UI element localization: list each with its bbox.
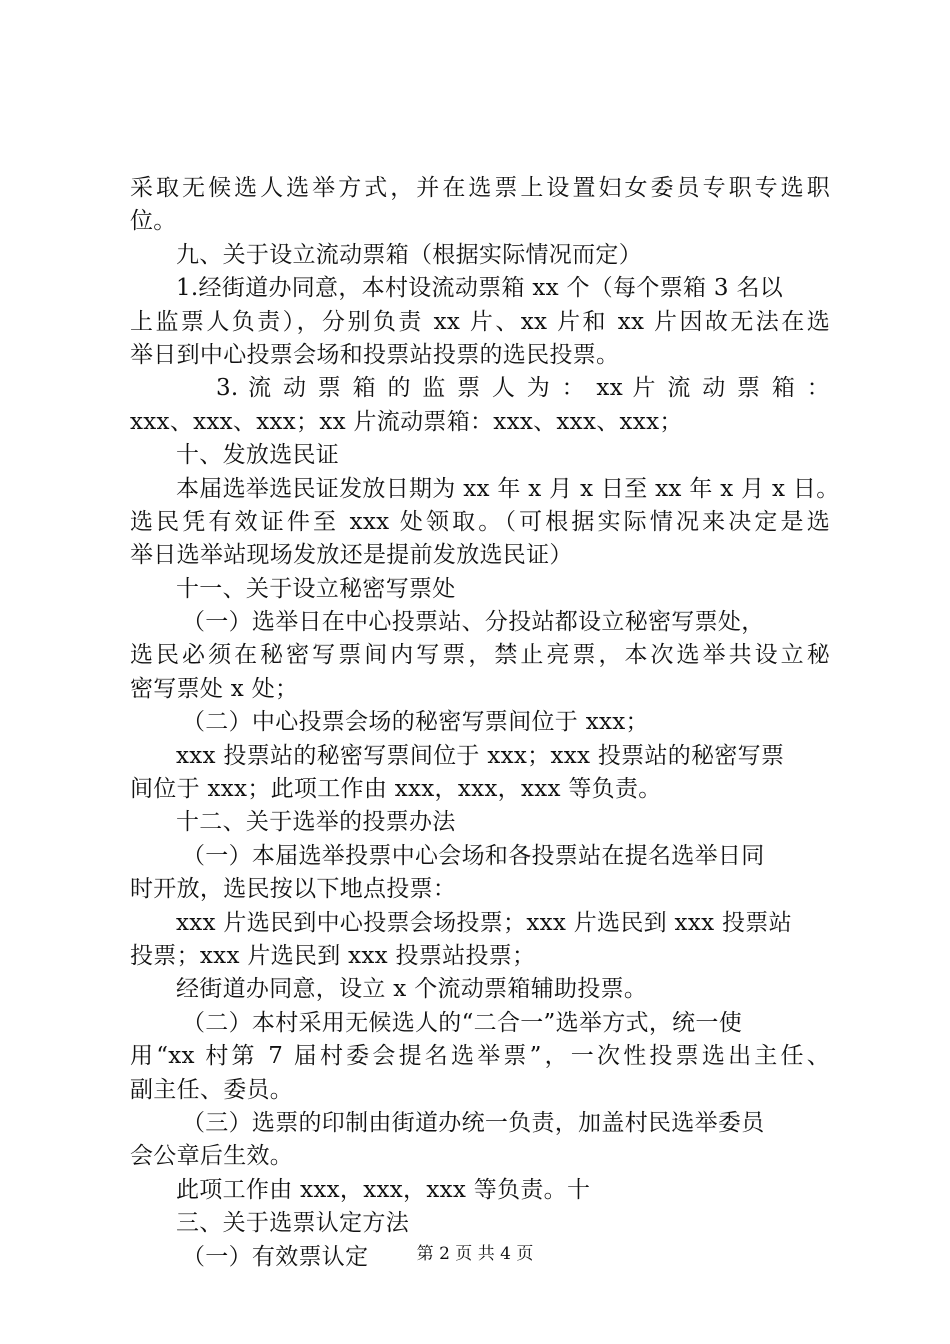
text-line: 举日选举站现场发放还是提前发放选民证） [130, 542, 573, 569]
text-line: （一）本届选举投票中心会场和各投票站在提名选举日同 [182, 842, 765, 869]
text-line: 投票；xxx 片选民到 xxx 投票站投票； [130, 942, 536, 969]
page-footer: 第 2 页 共 4 页 [416, 1244, 534, 1264]
text-line: 九、关于设立流动票箱（根据实际情况而定） [176, 241, 642, 268]
text-line: 采取无候选人选举方式，并在选票上设置妇女委员专职专选职 [130, 175, 830, 201]
text-line: 经街道办同意，设立 x 个流动票箱辅助投票。 [176, 976, 648, 1003]
text-line: （二）中心投票会场的秘密写票间位于 xxx； [182, 709, 649, 736]
text-line: 时开放，选民按以下地点投票： [130, 876, 457, 903]
text-line: 用“xx 村第 7 届村委会提名选举票”，一次性投票选出主任、 [130, 1043, 830, 1070]
text-line: 十、发放选民证 [176, 442, 340, 469]
text-line: 1.经街道办同意，本村设流动票箱 xx 个（每个票箱 3 名以 [176, 275, 784, 302]
text-line: （一）有效票认定 [182, 1243, 369, 1270]
text-line: （二）本村采用无候选人的“二合一”选举方式，统一使 [182, 1009, 743, 1036]
text-line: 位。 [130, 208, 177, 235]
text-line: xxx 片选民到中心投票会场投票；xxx 片选民到 xxx 投票站 [176, 909, 792, 936]
text-line: （三）选票的印制由街道办统一负责，加盖村民选举委员 [182, 1109, 765, 1136]
text-line: （一）选举日在中心投票站、分投站都设立秘密写票处， [182, 609, 765, 636]
text-line: 选民必须在秘密写票间内写票，禁止亮票，本次选举共设立秘 [130, 642, 830, 669]
text-line: 密写票处 x 处； [130, 675, 299, 702]
text-line: 本届选举选民证发放日期为 xx 年 x 月 x 日至 xx 年 x 月 x 日。 [176, 475, 840, 502]
text-line: 选民凭有效证件至 xxx 处领取。（可根据实际情况来决定是选 [130, 508, 830, 535]
text-line: 上监票人负责），分别负责 xx 片、xx 片和 xx 片因故无法在选 [130, 308, 830, 335]
text-line: 3. 流 动 票 箱 的 监 票 人 为 ： xx 片 流 动 票 箱 ： [216, 375, 830, 402]
text-line: 此项工作由 xxx，xxx，xxx 等负责。十 [176, 1176, 591, 1203]
text-line: 会公章后生效。 [130, 1143, 294, 1170]
text-line: 三、关于选票认定方法 [176, 1210, 409, 1237]
text-line: 十二、关于选举的投票办法 [176, 809, 456, 836]
text-line: 间位于 xxx；此项工作由 xxx，xxx，xxx 等负责。 [130, 776, 662, 803]
text-line: 举日到中心投票会场和投票站投票的选民投票。 [130, 341, 620, 368]
text-line: 副主任、委员。 [130, 1076, 294, 1103]
text-line: 十一、关于设立秘密写票处 [176, 575, 456, 602]
document-body [130, 172, 840, 1274]
text-line: xxx、xxx、xxx；xx 片流动票箱：xxx、xxx、xxx； [130, 408, 683, 435]
text-line: xxx 投票站的秘密写票间位于 xxx；xxx 投票站的秘密写票 [176, 742, 785, 769]
